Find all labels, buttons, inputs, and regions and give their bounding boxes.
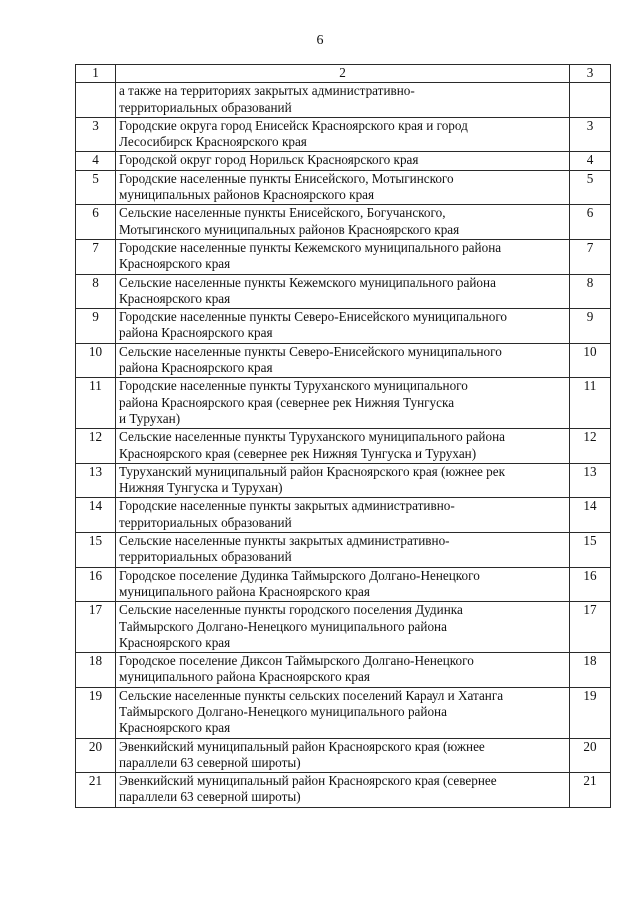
row-number-cell: 11: [76, 378, 116, 429]
page-number: 6: [316, 33, 324, 48]
document-table: [75, 64, 611, 808]
row-number-cell: [76, 83, 116, 118]
territory-name-cell: Городские населенные пункты Северо-Енисейского муниципального района Красноярского края: [116, 309, 570, 344]
territory-code-cell: 9: [570, 309, 611, 344]
table-row: [76, 773, 611, 808]
table-row: [76, 463, 611, 498]
territory-code-cell: 8: [570, 274, 611, 309]
table-row: [76, 83, 611, 118]
territory-code-cell: 21: [570, 773, 611, 808]
territory-code-cell: 12: [570, 429, 611, 464]
territory-name-cell: Городской округ город Норильск Красноярского края: [116, 152, 570, 170]
table-row: [76, 343, 611, 378]
table-row: [76, 170, 611, 205]
territory-name-cell: Сельские населенные пункты Енисейского, Богучанского, Мотыгинского муниципальных районов Красноярского края: [116, 205, 570, 240]
row-number-cell: 8: [76, 274, 116, 309]
table-row: [76, 239, 611, 274]
territory-name-cell: Городские населенные пункты Енисейского, Мотыгинского муниципальных районов Красноярского края: [116, 170, 570, 205]
territory-name-cell: Городское поселение Дудинка Таймырского Долгано-Ненецкого муниципального района Красноярского края: [116, 567, 570, 602]
territory-code-cell: 6: [570, 205, 611, 240]
table-row: [76, 738, 611, 773]
territory-name-cell: Городские округа город Енисейск Красноярского края и город Лесосибирск Красноярского края: [116, 117, 570, 152]
territory-code-cell: 15: [570, 533, 611, 568]
table-row: [76, 567, 611, 602]
table-row: [76, 378, 611, 429]
territory-name-cell: Городские населенные пункты Кежемского муниципального района Красноярского края: [116, 239, 570, 274]
territory-code-cell: 13: [570, 463, 611, 498]
table-header-row: [76, 65, 611, 83]
territory-code-cell: [570, 83, 611, 118]
table-row: [76, 653, 611, 688]
row-number-cell: 6: [76, 205, 116, 240]
territory-name-cell: Сельские населенные пункты закрытых административно- территориальных образований: [116, 533, 570, 568]
table-row: [76, 429, 611, 464]
territory-code-cell: 14: [570, 498, 611, 533]
table-body: [76, 65, 611, 808]
row-number-cell: 16: [76, 567, 116, 602]
row-number-cell: 4: [76, 152, 116, 170]
table-row: [76, 205, 611, 240]
header-cell-col-1: 1: [76, 65, 116, 83]
territory-code-cell: 17: [570, 602, 611, 653]
row-number-cell: 10: [76, 343, 116, 378]
table-row: [76, 117, 611, 152]
territory-code-cell: 10: [570, 343, 611, 378]
table-row: [76, 687, 611, 738]
territory-code-cell: 7: [570, 239, 611, 274]
row-number-cell: 14: [76, 498, 116, 533]
row-number-cell: 3: [76, 117, 116, 152]
table-row: [76, 309, 611, 344]
header-cell-col-3: 3: [570, 65, 611, 83]
row-number-cell: 13: [76, 463, 116, 498]
territory-code-cell: 16: [570, 567, 611, 602]
territory-name-cell: а также на территориях закрытых административно- территориальных образований: [116, 83, 570, 118]
table-row: [76, 152, 611, 170]
row-number-cell: 19: [76, 687, 116, 738]
territory-name-cell: Эвенкийский муниципальный район Красноярского края (южнее параллели 63 северной широты): [116, 738, 570, 773]
header-cell-col-2: 2: [116, 65, 570, 83]
territory-name-cell: Сельские населенные пункты Туруханского муниципального района Красноярского края (севернее рек Нижняя Тунгуска и Турухан): [116, 429, 570, 464]
table-row: [76, 602, 611, 653]
territory-name-cell: Городские населенные пункты Туруханского муниципального района Красноярского края (севернее рек Нижняя Тунгуска и Турухан): [116, 378, 570, 429]
row-number-cell: 17: [76, 602, 116, 653]
row-number-cell: 21: [76, 773, 116, 808]
territory-code-cell: 3: [570, 117, 611, 152]
territory-name-cell: Сельские населенные пункты городского поселения Дудинка Таймырского Долгано-Ненецкого муниципального района Красноярского края: [116, 602, 570, 653]
territory-name-cell: Эвенкийский муниципальный район Красноярского края (севернее параллели 63 северной широты): [116, 773, 570, 808]
territory-code-cell: 18: [570, 653, 611, 688]
territory-name-cell: Туруханский муниципальный район Красноярского края (южнее рек Нижняя Тунгуска и Турухан): [116, 463, 570, 498]
row-number-cell: 18: [76, 653, 116, 688]
row-number-cell: 5: [76, 170, 116, 205]
territory-name-cell: Городское поселение Диксон Таймырского Долгано-Ненецкого муниципального района Красноярского края: [116, 653, 570, 688]
territory-code-cell: 5: [570, 170, 611, 205]
territory-name-cell: Сельские населенные пункты Кежемского муниципального района Красноярского края: [116, 274, 570, 309]
table-row: [76, 498, 611, 533]
territory-code-cell: 4: [570, 152, 611, 170]
row-number-cell: 7: [76, 239, 116, 274]
territory-code-cell: 19: [570, 687, 611, 738]
territory-code-cell: 11: [570, 378, 611, 429]
territory-name-cell: Сельские населенные пункты Северо-Енисейского муниципального района Красноярского края: [116, 343, 570, 378]
table-row: [76, 533, 611, 568]
territory-name-cell: Городские населенные пункты закрытых административно- территориальных образований: [116, 498, 570, 533]
row-number-cell: 20: [76, 738, 116, 773]
row-number-cell: 12: [76, 429, 116, 464]
territory-name-cell: Сельские населенные пункты сельских поселений Караул и Хатанга Таймырского Долгано-Ненецкого муниципального района Красноярского края: [116, 687, 570, 738]
row-number-cell: 15: [76, 533, 116, 568]
territory-code-cell: 20: [570, 738, 611, 773]
row-number-cell: 9: [76, 309, 116, 344]
table-row: [76, 274, 611, 309]
